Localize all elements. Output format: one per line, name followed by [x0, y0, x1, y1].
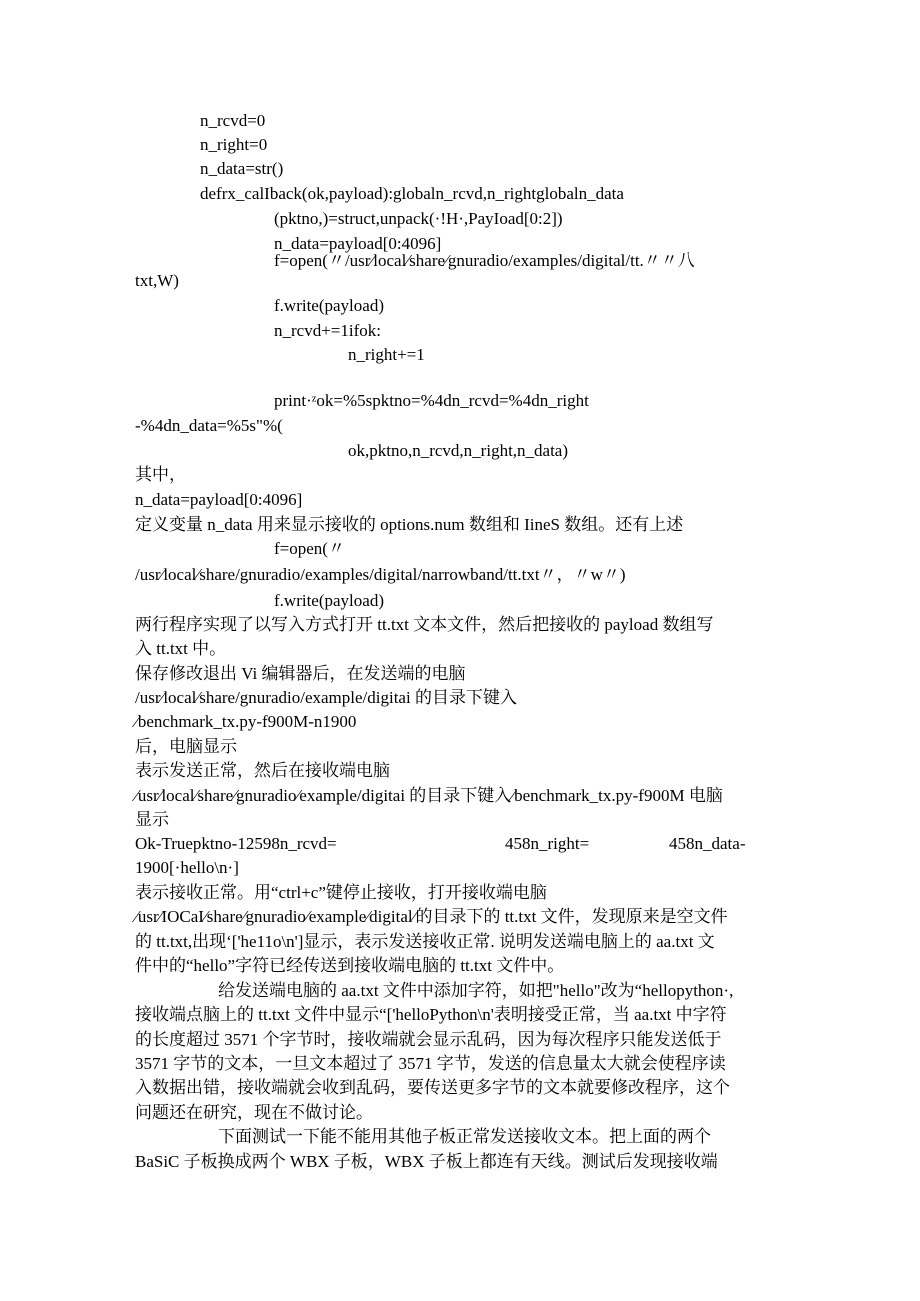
text-line: 后，电脑显示: [135, 737, 237, 756]
output-line-part: Ok-Truepktno-12598n_rcvd=: [135, 834, 337, 853]
code-line: (pktno,)=struct,unpack(·!H·,PayIoad[0:2]): [274, 209, 563, 228]
code-line: f.write(payload): [274, 296, 384, 315]
code-line: n_right=0: [200, 135, 268, 154]
text-line: 问题还在研究，现在不做讨论。: [135, 1103, 373, 1122]
code-line: n_rcvd+=1ifok:: [274, 321, 381, 340]
code-line: -%4dn_data=%5s"%(: [135, 416, 283, 435]
code-line: n_data=payload[0:4096]: [274, 234, 442, 253]
text-line: 保存修改退出 Vi 编辑器后，在发送端的电脑: [135, 664, 466, 683]
code-line: f=open(〃: [274, 539, 345, 558]
text-line: 下面测试一下能不能用其他子板正常发送接收文本。把上面的两个: [218, 1127, 711, 1146]
code-line: n_data=payload[0:4096]: [135, 490, 303, 509]
text-line: /usr⁄local⁄share/gnuradio/example/digitai 的目录下键入: [135, 688, 517, 707]
output-line-part: 458n_data-: [669, 834, 746, 853]
code-line: ⁄benchmark_tx.py-f900M-n1900: [135, 712, 357, 731]
text-line: 两行程序实现了以写入方式打开 tt.txt 文本文件，然后把接收的 payload 数组写: [135, 615, 714, 634]
code-line: f.write(payload): [274, 591, 384, 610]
text-line: 接收端点脑上的 tt.txt 文件中显示“['helloPython\n'表明接受正常，当 aa.txt 中字符: [135, 1005, 727, 1024]
text-line: ⁄usr⁄IOCaI⁄share⁄gnuradio⁄example⁄digital⁄的目录下的 tt.txt 文件，发现原来是空文件: [135, 907, 728, 926]
text-line: BaSiC 子板换成两个 WBX 子板，WBX 子板上都连有天线。测试后发现接收端: [135, 1152, 718, 1171]
text-line: 给发送端电脑的 aa.txt 文件中添加字符，如把"hello"改为“hellopython·,: [218, 981, 734, 1000]
code-line: f=open(〃/usr⁄local⁄share⁄gnuradio/examples/digital/tt.〃〃八: [274, 251, 695, 270]
text-line: 入 tt.txt 中。: [135, 639, 227, 658]
text-line: 表示接收正常。用“ctrl+c”键停止接收，打开接收端电脑: [135, 883, 547, 902]
code-line: /usr⁄local⁄share/gnuradio/examples/digital/narrowband/tt.txt〃，〃w〃): [135, 565, 626, 584]
text-line: ⁄usr⁄local⁄share⁄gnuradio⁄example/digitai 的目录下键入⁄benchmark_tx.py-f900M 电脑: [135, 786, 723, 805]
text-line: 其中，: [135, 465, 186, 484]
text-line: 入数据出错，接收端就会收到乱码，要传送更多字节的文本就要修改程序，这个: [135, 1078, 730, 1097]
text-line: 件中的“hello”字符已经传送到接收端电脑的 tt.txt 文件中。: [135, 956, 565, 975]
code-line: n_data=str(): [200, 159, 284, 178]
output-line: 1900[·hello\n·]: [135, 858, 239, 877]
code-line: print·ᶻok=%5spktno=%4dn_rcvd=%4dn_right: [274, 391, 589, 410]
code-line: defrx_calIback(ok,payload):globaln_rcvd,n_rightglobaln_data: [200, 184, 624, 203]
text-line: 表示发送正常，然后在接收端电脑: [135, 761, 390, 780]
text-line: 显示: [135, 810, 169, 829]
text-line: 的长度超过 3571 个字节时，接收端就会显示乱码，因为每次程序只能发送低于: [135, 1030, 722, 1049]
code-line: txt,W): [135, 271, 179, 290]
code-line: n_right+=1: [348, 345, 425, 364]
text-line: 定义变量 n_data 用来显示接收的 options.num 数组和 IineS 数组。还有上述: [135, 515, 684, 534]
code-line: ok,pktno,n_rcvd,n_right,n_data): [348, 441, 569, 460]
text-line: 的 tt.txt,出现‘['he11o\n']显示，表示发送接收正常. 说明发送端电脑上的 aa.txt 文: [135, 932, 715, 951]
code-line: n_rcvd=0: [200, 111, 266, 130]
output-line-part: 458n_right=: [505, 834, 590, 853]
text-line: 3571 字节的文本，一旦文本超过了 3571 字节，发送的信息量太大就会使程序读: [135, 1054, 726, 1073]
